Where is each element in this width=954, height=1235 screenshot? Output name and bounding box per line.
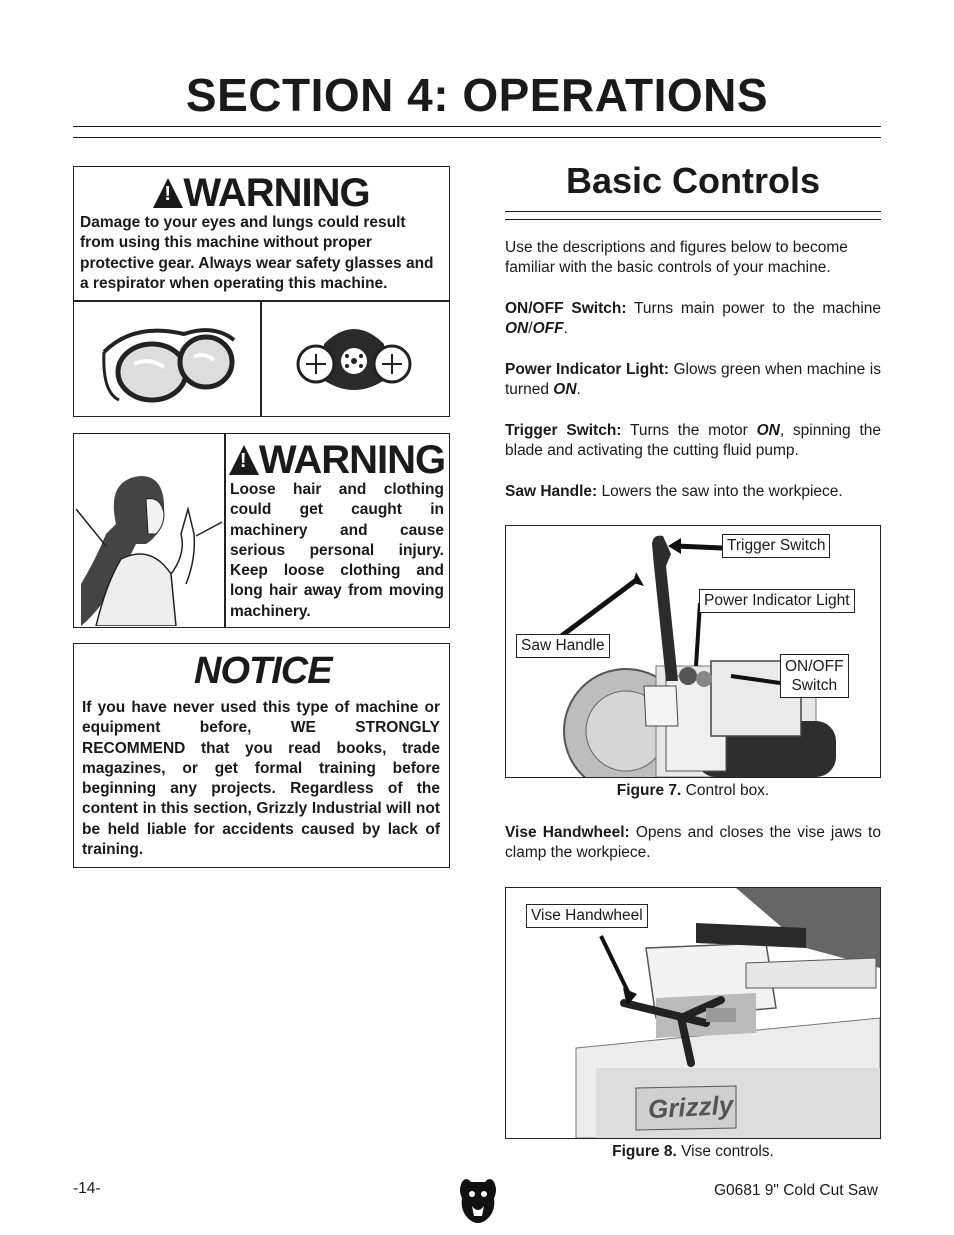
- grizzly-logo-plate: Grizzly: [647, 1089, 734, 1125]
- loose-hair-illustration: [76, 464, 222, 626]
- figure7-caption: Figure 7. Control box.: [616, 782, 770, 799]
- figure7-control-box-image: [505, 525, 881, 778]
- page-number: -14-: [73, 1180, 101, 1197]
- respirator-icon: [294, 319, 414, 399]
- intro-paragraph: Use the descriptions and figures below to become familiar with the basic controls of your machine.: [505, 239, 848, 277]
- section-heading: Basic Controls: [565, 160, 821, 201]
- warning-box-loose-hair: [73, 433, 450, 628]
- callout-onoff-switch: ON/OFF Switch: [780, 654, 849, 698]
- notice-box: [73, 643, 450, 868]
- handle-paragraph: Saw Handle: Lowers the saw into the workpiece.: [505, 483, 843, 500]
- warning-heading: !WARNING: [74, 171, 449, 216]
- warning-heading: !WARNING: [228, 438, 446, 483]
- callout-trigger-switch: Trigger Switch: [722, 534, 830, 558]
- callout-saw-handle: Saw Handle: [516, 634, 610, 658]
- figure8-caption: Figure 8. Vise controls.: [612, 1143, 774, 1160]
- notice-text: If you have never used this type of machine or equipment before, WE STRONGLY RECOMMEND that you read books, trade magazines, or get formal training before beginning any projects. Regardless of the content in this section, Grizzly Industrial will not be held liable for accidents caused by lack of training.: [82, 699, 440, 859]
- trigger-paragraph: Trigger Switch: Turns the motor ON, spinning the blade and activating the cutting fluid pump.: [505, 422, 881, 460]
- warning-text: Damage to your eyes and lungs could result from using this machine without proper protective gear. Always wear safety glasses and a respirator when operating this machine.: [80, 214, 434, 292]
- page-title: SECTION 4: OPERATIONS: [185, 69, 769, 121]
- callout-power-indicator: Power Indicator Light: [699, 589, 855, 613]
- title-rule-top: [73, 126, 881, 127]
- warning-box-protective-gear: [73, 166, 450, 417]
- onoff-paragraph: ON/OFF Switch: Turns main power to the machine ON/OFF.: [505, 300, 882, 338]
- figure8-vise-image: [505, 887, 881, 1139]
- warning-triangle-icon: [153, 178, 183, 208]
- power-paragraph: Power Indicator Light: Glows green when machine is turned ON.: [505, 361, 881, 399]
- safety-glasses-icon: [94, 312, 244, 407]
- warning-triangle-icon: [229, 445, 259, 475]
- vise-paragraph: Vise Handwheel: Opens and closes the vise jaws to clamp the workpiece.: [505, 824, 881, 862]
- footer-model: G0681 9" Cold Cut Saw: [713, 1182, 878, 1199]
- notice-heading: NOTICE: [194, 650, 332, 692]
- warning-text: Loose hair and clothing could get caught in machinery and cause serious personal injury. Keep loose clothing and long hair away from moving machinery.: [230, 481, 444, 620]
- callout-vise-handwheel: Vise Handwheel: [526, 904, 648, 928]
- grizzly-bear-logo-icon: [458, 1176, 498, 1224]
- title-rule-bottom: [73, 137, 881, 138]
